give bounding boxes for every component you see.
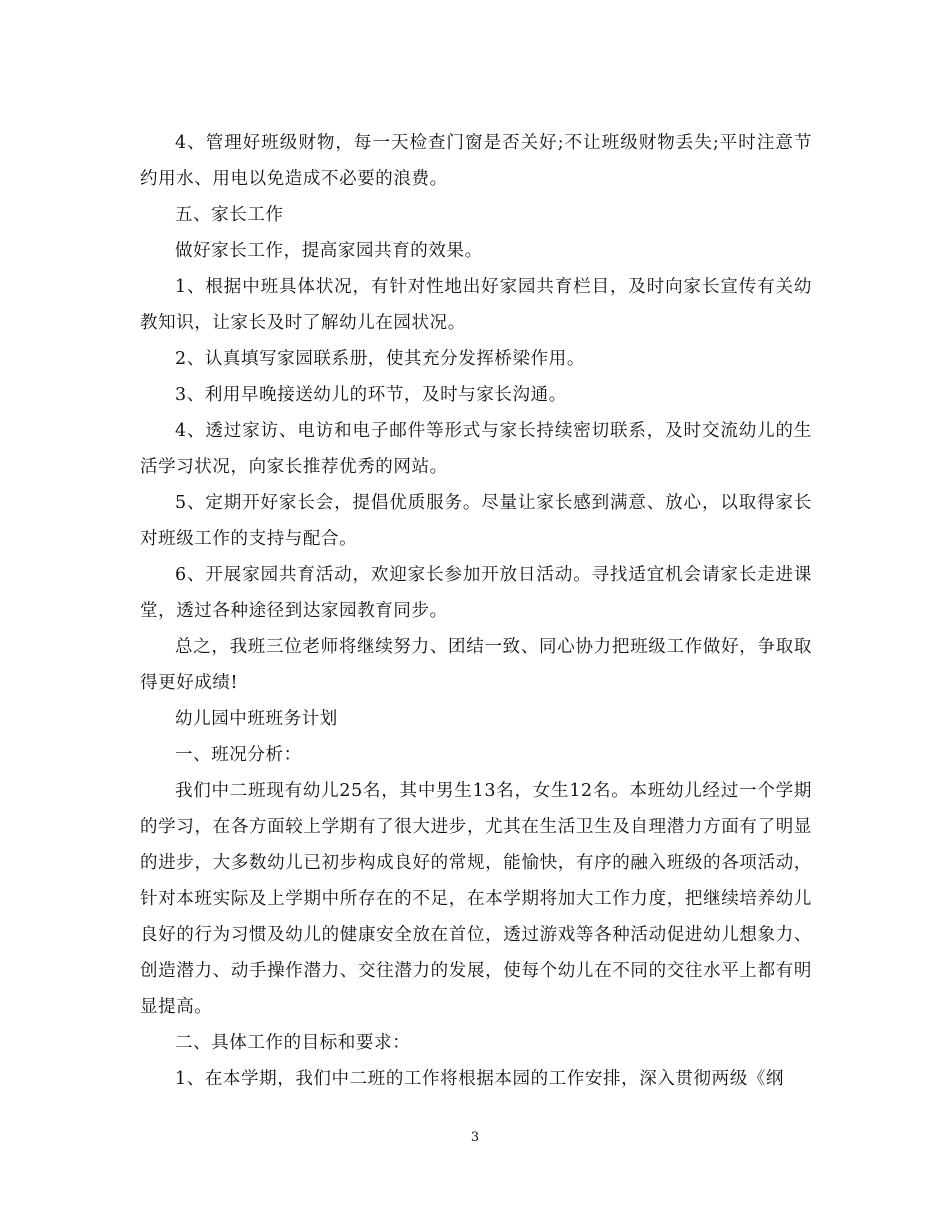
paragraph-parent-item-3: 3、利用早晚接送幼儿的环节，及时与家长沟通。 xyxy=(175,385,567,405)
document-body xyxy=(140,125,812,1097)
document-section-title: 幼儿园中班班务计划 xyxy=(175,709,338,729)
section-heading-goals: 二、具体工作的目标和要求： xyxy=(175,1033,411,1053)
paragraph-parent-item-4: 4、透过家访、电访和电子邮件等形式与家长持续密切联系，及时交流幼儿的生活学习状况，向家长推荐优秀的网站。 xyxy=(140,421,812,477)
paragraph-parent-item-6: 6、开展家园共育活动，欢迎家长参加开放日活动。寻找适宜机会请家长走进课堂，透过各种途径到达家园教育同步。 xyxy=(140,565,812,621)
paragraph-summary: 总之，我班三位老师将继续努力、团结一致、同心协力把班级工作做好，争取取得更好成绩! xyxy=(140,637,812,693)
paragraph-property-care: 4、管理好班级财物，每一天检查门窗是否关好;不让班级财物丢失;平时注意节约用水、用电以免造成不必要的浪费。 xyxy=(140,133,812,189)
section-heading-class-analysis: 一、班况分析： xyxy=(175,745,302,765)
paragraph-goal-item-1: 1、在本学期，我们中二班的工作将根据本园的工作安排，深入贯彻两级《纲 xyxy=(175,1069,785,1089)
page-number: 3 xyxy=(470,1130,480,1145)
paragraph-parent-item-2: 2、认真填写家园联系册，使其充分发挥桥梁作用。 xyxy=(175,349,585,369)
paragraph-parent-work-intro: 做好家长工作，提高家园共育的效果。 xyxy=(175,241,483,261)
paragraph-parent-item-5: 5、定期开好家长会，提倡优质服务。尽量让家长感到满意、放心，以取得家长对班级工作的支持与配合。 xyxy=(140,493,812,549)
section-heading-parent-work: 五、家长工作 xyxy=(175,205,284,225)
paragraph-class-analysis: 我们中二班现有幼儿25名，其中男生13名，女生12名。本班幼儿经过一个学期的学习，在各方面较上学期有了很大进步，尤其在生活卫生及自理潜力方面有了明显的进步，大多数幼儿已初步构成良好的常规，能愉快，有序的融入班级的各项活动，针对本班实际及上学期中所存在的不足，在本学期将加大工作力度，把继续培养幼儿良好的行为习惯及幼儿的健康安全放在首位，透过游戏等各种活动促进幼儿想象力、创造潜力、动手操作潜力、交往潜力的发展，使每个幼儿在不同的交往水平上都有明显提高。 xyxy=(140,781,812,1017)
paragraph-parent-item-1: 1、根据中班具体状况，有针对性地出好家园共育栏目，及时向家长宣传有关幼教知识，让家长及时了解幼儿在园状况。 xyxy=(140,277,812,333)
